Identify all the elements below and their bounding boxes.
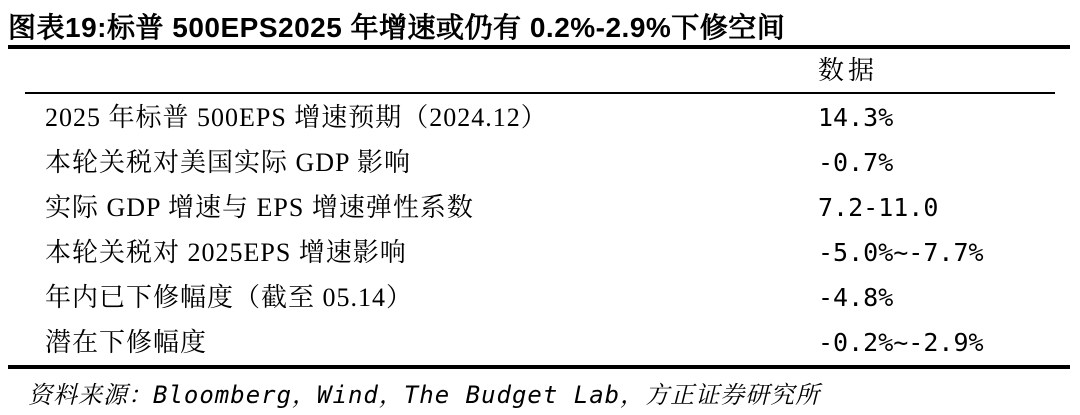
row-value: -4.8% <box>818 283 894 312</box>
row-value: -0.2%~-2.9% <box>818 328 984 357</box>
row-label: 潜在下修幅度 <box>45 328 208 357</box>
table-row <box>0 185 1080 230</box>
table-row <box>0 320 1080 365</box>
bottom-rule <box>8 365 1070 369</box>
table-row <box>0 275 1080 320</box>
row-label: 本轮关税对 2025EPS 增速影响 <box>45 238 407 267</box>
table-row <box>0 230 1080 275</box>
top-rule <box>8 45 1070 49</box>
row-label: 实际 GDP 增速与 EPS 增速弹性系数 <box>45 193 474 222</box>
value-column-header: 数据 <box>818 56 879 85</box>
row-label: 2025 年标普 500EPS 增速预期（2024.12） <box>45 103 548 132</box>
header-separator-rule <box>25 92 1055 94</box>
table-rows <box>0 95 1080 365</box>
figure-title: 图表19:标普 500EPS2025 年增速或仍有 0.2%-2.9%下修空间 <box>8 12 786 43</box>
row-label: 年内已下修幅度（截至 05.14） <box>45 283 414 312</box>
table-row <box>0 95 1080 140</box>
row-label: 本轮关税对美国实际 GDP 影响 <box>45 148 412 177</box>
source-note: 资料来源：Bloomberg，Wind，The Budget Lab，方正证券研究所 <box>28 381 821 409</box>
row-value: -0.7% <box>818 148 894 177</box>
table-header-row <box>0 50 1080 92</box>
table-row <box>0 140 1080 185</box>
row-value: -5.0%~-7.7% <box>818 238 984 267</box>
row-value: 7.2-11.0 <box>818 193 939 222</box>
row-value: 14.3% <box>818 103 894 132</box>
